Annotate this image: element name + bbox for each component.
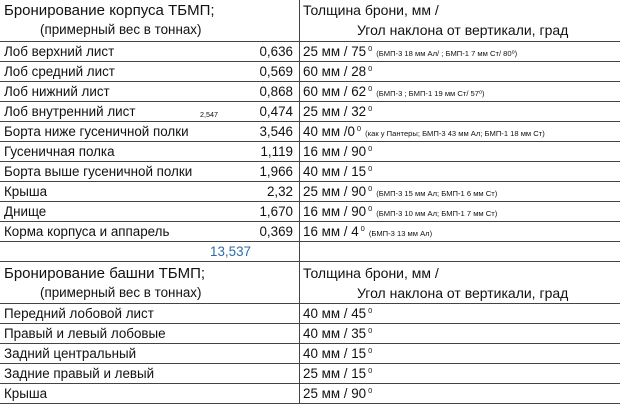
armor-value: 16 мм / 4 xyxy=(303,224,359,239)
turret-header-left xyxy=(0,262,299,304)
hull-row-weight: 3,546 xyxy=(259,124,293,139)
turret-row-left xyxy=(0,384,299,404)
turret-row-right xyxy=(299,344,620,364)
hull-row-left xyxy=(0,222,299,242)
armor-value: 60 мм / 62 xyxy=(303,84,367,99)
turret-thickness-subtitle: Угол наклона от вертикали, град xyxy=(357,285,569,301)
hull-row-right xyxy=(299,42,620,62)
hull-row-right xyxy=(299,162,620,182)
hull-row-armor xyxy=(303,44,517,62)
turret-row-left xyxy=(0,324,299,344)
armor-value: 40 мм / 15 xyxy=(303,164,367,179)
hull-row-label: Лоб средний лист xyxy=(4,64,115,79)
hull-row-label: Корма корпуса и аппарель xyxy=(4,224,170,239)
turret-row-armor xyxy=(303,346,372,364)
hull-row-armor xyxy=(303,124,545,142)
armor-value: 40 мм / 35 xyxy=(303,326,367,341)
hull-header-left xyxy=(0,0,299,42)
armor-value: 25 мм / 15 xyxy=(303,366,367,381)
turret-row-armor xyxy=(303,306,372,324)
degree-sign: 0 xyxy=(368,44,373,53)
hull-row-label: Гусеничная полка xyxy=(4,144,115,159)
hull-row-label: Днище xyxy=(4,204,47,219)
hull-row-armor xyxy=(303,144,376,162)
degree-sign: 0 xyxy=(368,386,373,395)
hull-row-right xyxy=(299,142,620,162)
armor-note: (как у Пантеры; БМП-3 43 мм Ал; БМП-1 18 мм Ст) xyxy=(365,129,545,138)
turret-row-armor xyxy=(303,386,372,404)
armor-value: 16 мм / 90 xyxy=(303,204,367,219)
turret-row-right xyxy=(299,364,620,384)
turret-row-label: Передний лобовой лист xyxy=(4,306,154,321)
degree-sign: 0 xyxy=(368,64,373,73)
armor-note: (БМП-3 15 мм Ал; БМП-1 6 мм Ст) xyxy=(376,189,498,198)
hull-row-right xyxy=(299,122,620,142)
degree-sign: 0 xyxy=(368,104,373,113)
degree-sign: 0 xyxy=(356,124,362,133)
armor-note: (БМП-3 10 мм Ал; БМП-1 7 мм Ст) xyxy=(376,209,498,218)
armor-value: 40 мм /0 xyxy=(303,124,355,139)
hull-row-right xyxy=(299,202,620,222)
hull-subtitle: (примерный вес в тоннах) xyxy=(40,22,202,37)
hull-row-left xyxy=(0,182,299,202)
armor-value: 16 мм / 90 xyxy=(303,144,367,159)
hull-row-armor xyxy=(303,184,497,202)
degree-sign: 0 xyxy=(368,144,373,153)
column-divider xyxy=(299,0,300,404)
hull-header-right xyxy=(299,0,620,42)
armor-value: 60 мм / 28 xyxy=(303,64,367,79)
hull-title: Бронирование корпуса ТБМП; xyxy=(4,2,215,19)
hull-row-armor xyxy=(303,224,432,242)
turret-row-right xyxy=(299,384,620,404)
turret-row-right xyxy=(299,324,620,344)
hull-row-label: Борта выше гусеничной полки xyxy=(4,164,193,179)
hull-row-right xyxy=(299,62,620,82)
hull-row-right xyxy=(299,222,620,242)
degree-sign: 0 xyxy=(360,224,365,233)
hull-row-left xyxy=(0,42,299,62)
turret-row-label: Задние правый и левый xyxy=(4,366,155,381)
turret-row-armor xyxy=(303,366,372,384)
hull-row-left xyxy=(0,162,299,182)
degree-sign: 0 xyxy=(368,326,373,335)
hull-row-label: Борта ниже гусеничной полки xyxy=(4,124,189,139)
hull-row-left xyxy=(0,62,299,82)
hull-thickness-subtitle: Угол наклона от вертикали, град xyxy=(357,22,569,38)
hull-thickness-title: Толщина брони, мм / xyxy=(303,2,439,18)
degree-sign: 0 xyxy=(368,84,373,93)
turret-row-armor xyxy=(303,326,372,344)
hull-row-label: Лоб нижний лист xyxy=(4,84,110,99)
turret-row-left xyxy=(0,364,299,384)
turret-header-right xyxy=(299,262,620,304)
degree-sign: 0 xyxy=(368,164,373,173)
turret-row-label: Правый и левый лобовые xyxy=(4,326,166,341)
hull-row-weight: 0,868 xyxy=(259,84,293,99)
hull-row-armor xyxy=(303,64,376,82)
hull-total-row-right xyxy=(299,242,620,262)
turret-thickness-title: Толщина брони, мм / xyxy=(303,265,439,281)
armor-value: 40 мм / 45 xyxy=(303,306,367,321)
hull-row-weight: 0,474 xyxy=(259,104,293,119)
hull-row-left xyxy=(0,142,299,162)
hull-row-armor xyxy=(303,204,497,222)
turret-row-left xyxy=(0,344,299,364)
degree-sign: 0 xyxy=(368,184,373,193)
hull-row-left xyxy=(0,202,299,222)
degree-sign: 0 xyxy=(368,346,373,355)
armor-note: (БМП-3 18 мм Ал/ ; БМП-1 7 мм Ст/ 80⁰) xyxy=(376,49,518,58)
degree-sign: 0 xyxy=(368,204,373,213)
hull-row-armor xyxy=(303,84,485,102)
hull-row-right xyxy=(299,82,620,102)
hull-row-armor xyxy=(303,104,376,122)
turret-title: Бронирование башни ТБМП; xyxy=(4,265,206,282)
hull-total-weight: 13,537 xyxy=(210,244,251,259)
hull-row-right xyxy=(299,182,620,202)
hull-row-weight: 0,569 xyxy=(259,64,293,79)
hull-row-extra: 2,547 xyxy=(200,110,218,119)
turret-row-right xyxy=(299,304,620,324)
hull-total-row-left xyxy=(0,242,299,262)
armor-value: 25 мм / 90 xyxy=(303,184,367,199)
degree-sign: 0 xyxy=(368,366,373,375)
hull-row-right xyxy=(299,102,620,122)
turret-row-left xyxy=(0,304,299,324)
hull-row-weight: 1,119 xyxy=(260,144,293,159)
hull-row-label: Лоб верхний лист xyxy=(4,44,115,59)
hull-row-armor xyxy=(303,164,376,182)
turret-subtitle: (примерный вес в тоннах) xyxy=(40,285,202,300)
degree-sign: 0 xyxy=(368,306,373,315)
armor-value: 25 мм / 75 xyxy=(303,44,367,59)
turret-row-label: Крыша xyxy=(4,386,48,401)
armor-value: 25 мм / 90 xyxy=(303,386,367,401)
hull-row-weight: 1,966 xyxy=(259,164,293,179)
armor-note: (БМП-3 13 мм Ал) xyxy=(368,229,433,238)
armor-note: (БМП-3 ; БМП-1 19 мм Ст/ 57⁰) xyxy=(376,89,485,98)
hull-row-left xyxy=(0,82,299,102)
hull-row-label: Крыша xyxy=(4,184,48,199)
hull-row-weight: 1,670 xyxy=(259,204,293,219)
hull-row-weight: 0,636 xyxy=(259,44,293,59)
hull-row-weight: 0,369 xyxy=(259,224,293,239)
hull-row-label: Лоб внутренний лист xyxy=(4,104,136,119)
armor-value: 25 мм / 32 xyxy=(303,104,367,119)
armor-value: 40 мм / 15 xyxy=(303,346,367,361)
turret-row-label: Задний центральный xyxy=(4,346,137,361)
hull-row-weight: 2,32 xyxy=(266,184,293,199)
hull-row-left xyxy=(0,122,299,142)
hull-row-left xyxy=(0,102,299,122)
